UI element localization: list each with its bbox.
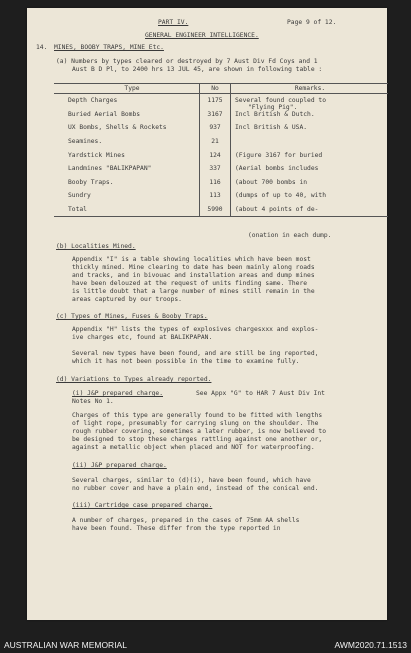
table-row bbox=[54, 162, 388, 176]
cell-remarks bbox=[231, 135, 389, 149]
mines-table bbox=[54, 83, 388, 217]
cell-no: 5990 bbox=[200, 203, 231, 217]
page-title: GENERAL ENGINEER INTELLIGENCE. bbox=[145, 32, 259, 39]
table-row bbox=[54, 108, 388, 122]
cell-type: Sundry bbox=[68, 192, 91, 200]
para-d-sub-ii-title: (ii) J&P prepared charge. bbox=[72, 462, 167, 469]
col-header-remarks: Remarks. bbox=[231, 84, 389, 94]
table-row-total bbox=[54, 203, 388, 217]
para-c-line: Appendix "H" lists the types of explosives chargesxxx and explos- bbox=[72, 326, 319, 333]
cell-type: UX Bombs, Shells & Rockets bbox=[68, 124, 167, 132]
para-d-line: against a metallic object when placed and NOT for waterproofing. bbox=[72, 444, 315, 451]
para-d-line: Charges of this type are generally found to be fitted with lengths bbox=[72, 412, 323, 419]
cell-type: Booby Traps. bbox=[68, 178, 114, 186]
cell-no: 1175 bbox=[200, 94, 231, 108]
cell-type: Yardstick Mines bbox=[68, 151, 125, 159]
cell-type: Buried Aerial Bombs bbox=[68, 110, 141, 118]
para-a-line: Aust B D Pl, to 2400 hrs 13 JUL 45, are shown in following table : bbox=[72, 66, 323, 73]
para-b-heading: (b) Localities Mined. bbox=[56, 243, 136, 250]
para-d-line: be designed to stop these charges rattling against one another or, bbox=[72, 436, 323, 443]
section-heading: MINES, BOOBY TRAPS, MINE Etc. bbox=[54, 44, 164, 51]
cell-no: 113 bbox=[200, 189, 231, 203]
cell-no: 116 bbox=[200, 176, 231, 190]
cell-remarks: Incl British & USA. bbox=[235, 124, 308, 132]
table-row bbox=[54, 135, 388, 149]
cell-type: Depth Charges bbox=[68, 97, 118, 105]
para-b-line: thickly mined. Mine clearing to date has been mainly along roads bbox=[72, 264, 315, 271]
footer-catalogue-id: AWM2020.71.1513 bbox=[334, 640, 407, 650]
table-row bbox=[54, 189, 388, 203]
cell-type: Seamines. bbox=[68, 138, 103, 146]
cell-remarks: (about 700 bombs in bbox=[235, 178, 308, 186]
para-d-sub-i-title: (i) J&P prepared charge. bbox=[72, 390, 163, 397]
cell-remarks: (Figure 3167 for buried bbox=[235, 151, 323, 159]
para-b-line: is little doubt that a large number of mines still remain in the bbox=[72, 288, 315, 295]
part-heading: PART IV. bbox=[158, 19, 189, 26]
cell-no: 21 bbox=[200, 135, 231, 149]
para-d-sub-iii-title: (iii) Cartridge case prepared charge. bbox=[72, 502, 213, 509]
table-row bbox=[54, 148, 388, 162]
para-d-line: no rubber cover and have a plain end, instead of the conical end. bbox=[72, 485, 319, 492]
table-row bbox=[54, 94, 388, 108]
footer-institution: AUSTRALIAN WAR MEMORIAL bbox=[4, 640, 127, 650]
para-d-line: rough rubber covering, sometimes a later rubber, is now believed to bbox=[72, 428, 327, 435]
para-b-line: areas captured by our troops. bbox=[72, 296, 182, 303]
col-header-no: No bbox=[200, 84, 231, 94]
para-d-sub-i-ref: See Appx "G" to HAR 7 Aust Div Int bbox=[196, 390, 325, 397]
table-row bbox=[54, 176, 388, 190]
para-d-heading: (d) Variations to Types already reported. bbox=[56, 376, 212, 383]
section-number: 14. bbox=[36, 44, 48, 51]
archive-footer bbox=[0, 636, 411, 653]
para-d-sub-i-ref: Notes No 1. bbox=[72, 398, 114, 405]
cell-remarks: (Aerial bombs includes bbox=[235, 165, 319, 173]
para-b-line: Appendix "I" is a table showing localities which have been most bbox=[72, 256, 311, 263]
para-c-line: which it has not been possible in the time to examine fully. bbox=[72, 358, 300, 365]
remark-continuation: "Flying Pig". bbox=[248, 104, 298, 111]
para-b-line: and tracks, and in bivouac and installation areas and dump mines bbox=[72, 272, 315, 279]
cell-no: 3167 bbox=[200, 108, 231, 122]
cell-no: 337 bbox=[200, 162, 231, 176]
cell-no: 937 bbox=[200, 121, 231, 135]
para-b-line: have been delouzed at the request of units finding same. There bbox=[72, 280, 308, 287]
cell-remarks: Incl British & Dutch. bbox=[235, 110, 315, 118]
table-row bbox=[54, 121, 388, 135]
table-header-row bbox=[54, 84, 388, 94]
para-a-line: (a) Numbers by types cleared or destroyed by 7 Aust Div Fd Coys and 1 bbox=[56, 58, 318, 65]
remark-continuation: (onation in each dump. bbox=[248, 232, 332, 239]
para-c-line: ive charges etc, found at BALIKPAPAN. bbox=[72, 334, 213, 341]
col-header-type: Type bbox=[54, 84, 200, 94]
cell-no: 124 bbox=[200, 148, 231, 162]
cell-type: Landmines "BALIKPAPAN" bbox=[68, 165, 152, 173]
cell-remarks: (about 4 points of de- bbox=[231, 203, 389, 217]
page-number: Page 9 of 12. bbox=[287, 19, 337, 26]
para-d-line: Several charges, similar to (d)(i), have been found, which have bbox=[72, 477, 311, 484]
cell-type: Total bbox=[54, 203, 200, 217]
para-c-line: Several new types have been found, and are still be ing reported, bbox=[72, 350, 319, 357]
para-d-line: A number of charges, prepared in the cases of 75mm AA shells bbox=[72, 517, 300, 524]
cell-remarks: Several found coupled to bbox=[235, 97, 326, 105]
para-c-heading: (c) Types of Mines, Fuses & Booby Traps. bbox=[56, 313, 208, 320]
para-d-line: of light rope, presumably for carrying slung on the shoulder. The bbox=[72, 420, 319, 427]
para-d-line: have been found. These differ from the type reported in bbox=[72, 525, 281, 532]
cell-remarks: (dumps of up to 40, with bbox=[235, 192, 326, 200]
